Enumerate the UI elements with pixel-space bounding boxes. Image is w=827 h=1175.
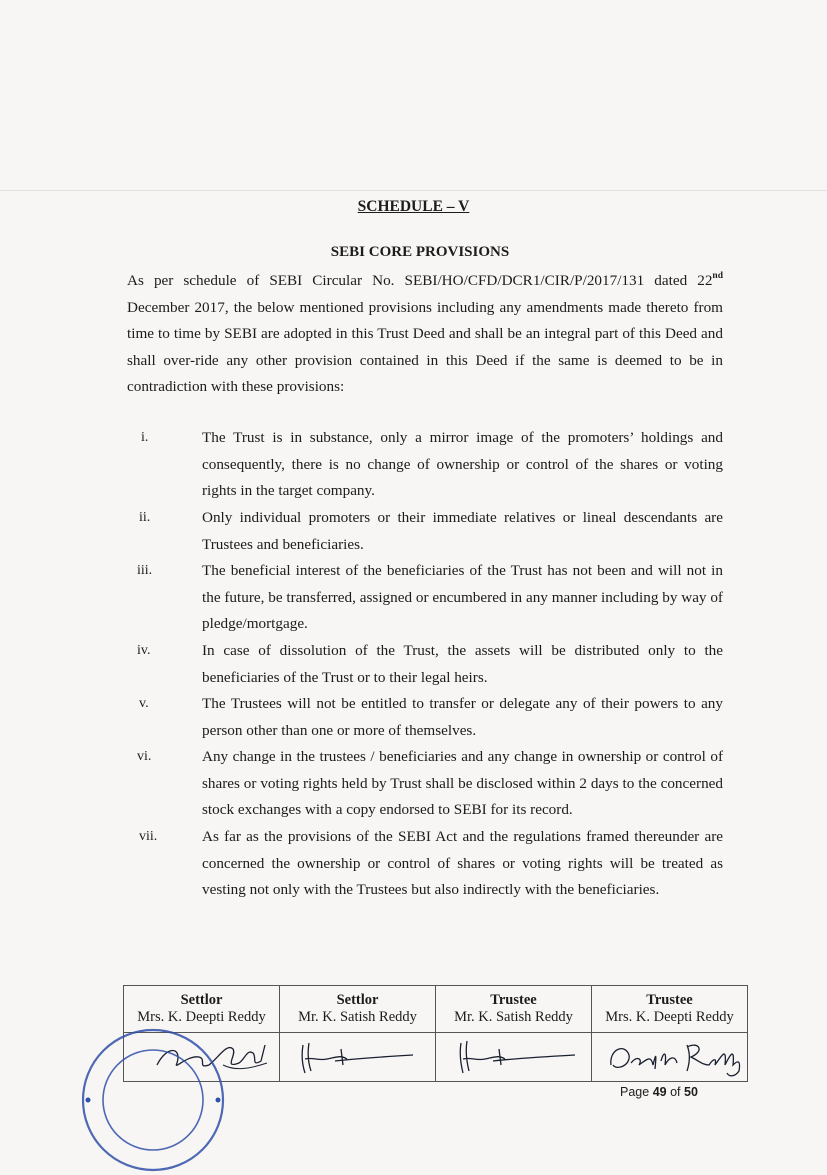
signatory-name: Mrs. K. Deepti Reddy (137, 1009, 266, 1025)
page-current: 49 (652, 1085, 667, 1099)
provision-text: Only individual promoters or their immediate relatives or lineal descendants are Trustees and beneficiaries. (202, 509, 723, 553)
provision-number: iii. (137, 563, 153, 578)
intro-text-start: As per schedule of SEBI Circular No. SEBI/HO/CFD/DCR1/CIR/P/2017/131 dated 22 (127, 272, 713, 289)
provision-text: Any change in the trustees / beneficiaries and any change in ownership or control of shares or voting rights held by Trust shall be disclosed within 2 days to the concerned stock exchanges with a copy endorsed to SEBI for its record. (202, 748, 723, 818)
stamp-dot (86, 1098, 91, 1103)
signatory-name: Mrs. K. Deepti Reddy (605, 1009, 734, 1025)
stamp-outer-ring (83, 1030, 223, 1170)
provision-number: iv. (137, 643, 151, 658)
provision-text: As far as the provisions of the SEBI Act and the regulations framed thereunder are concerned the ownership or control of shares or voting rights will be treated as vesting not only with the Trustees but also indirectly with the beneficiaries. (202, 828, 723, 898)
provision-number: i. (141, 430, 149, 445)
signatory-role: Settlor (336, 992, 379, 1008)
handwritten-signature (439, 1035, 589, 1079)
provision-text: In case of dissolution of the Trust, the assets will be distributed only to the beneficiaries of the Trust or to their legal heirs. (202, 642, 723, 686)
provision-number: ii. (139, 510, 151, 525)
signatory-role: Trustee (646, 992, 693, 1008)
provision-text: The Trust is in substance, only a mirror image of the promoters’ holdings and consequently, there is no change of ownership or control of the shares or voting rights in the target company. (202, 429, 723, 499)
signatory-role: Trustee (490, 992, 537, 1008)
page-total: 50 (684, 1085, 698, 1099)
provision-text: The beneficial interest of the beneficiaries of the Trust has not been and will not in the future, be transferred, assigned or encumbered in any manner including by way of pledge/mortgage. (202, 562, 723, 632)
signature-cell (280, 1033, 436, 1082)
handwritten-signature (595, 1035, 745, 1079)
provision-number: vi. (137, 749, 152, 764)
signatory-cell (592, 986, 748, 1033)
page-of-label: of (670, 1085, 681, 1099)
signatory-cell (280, 986, 436, 1033)
signatory-cell (436, 986, 592, 1033)
signatory-role: Settlor (180, 992, 223, 1008)
stamp-inner-ring (103, 1050, 203, 1150)
provision-text: The Trustees will not be entitled to transfer or delegate any of their powers to any person other than one or more of themselves. (202, 695, 723, 739)
signatory-name: Mr. K. Satish Reddy (454, 1009, 573, 1025)
stamp-dot (216, 1098, 221, 1103)
page-label: Page (620, 1085, 650, 1099)
page-fold-line (0, 190, 827, 191)
handwritten-signature (283, 1035, 433, 1079)
page-number (620, 1085, 698, 1099)
signature-cell (436, 1033, 592, 1082)
intro-ordinal-suffix: nd (712, 271, 723, 281)
signatory-name: Mr. K. Satish Reddy (298, 1009, 417, 1025)
section-title: SEBI CORE PROVISIONS (330, 244, 510, 260)
intro-paragraph (127, 268, 723, 401)
provision-number: v. (139, 696, 149, 711)
notary-stamp (78, 1025, 228, 1175)
schedule-title: SCHEDULE – V (357, 198, 470, 215)
signature-cell (592, 1033, 748, 1082)
provision-number: vii. (139, 829, 158, 844)
intro-text-end: December 2017, the below mentioned provisions including any amendments made thereto from time to time by SEBI are adopted in this Trust Deed and shall be an integral part of this Deed and shall over-ride any other provision contained in this Deed if the same is deemed to be in contradiction with these provisions: (127, 298, 723, 395)
